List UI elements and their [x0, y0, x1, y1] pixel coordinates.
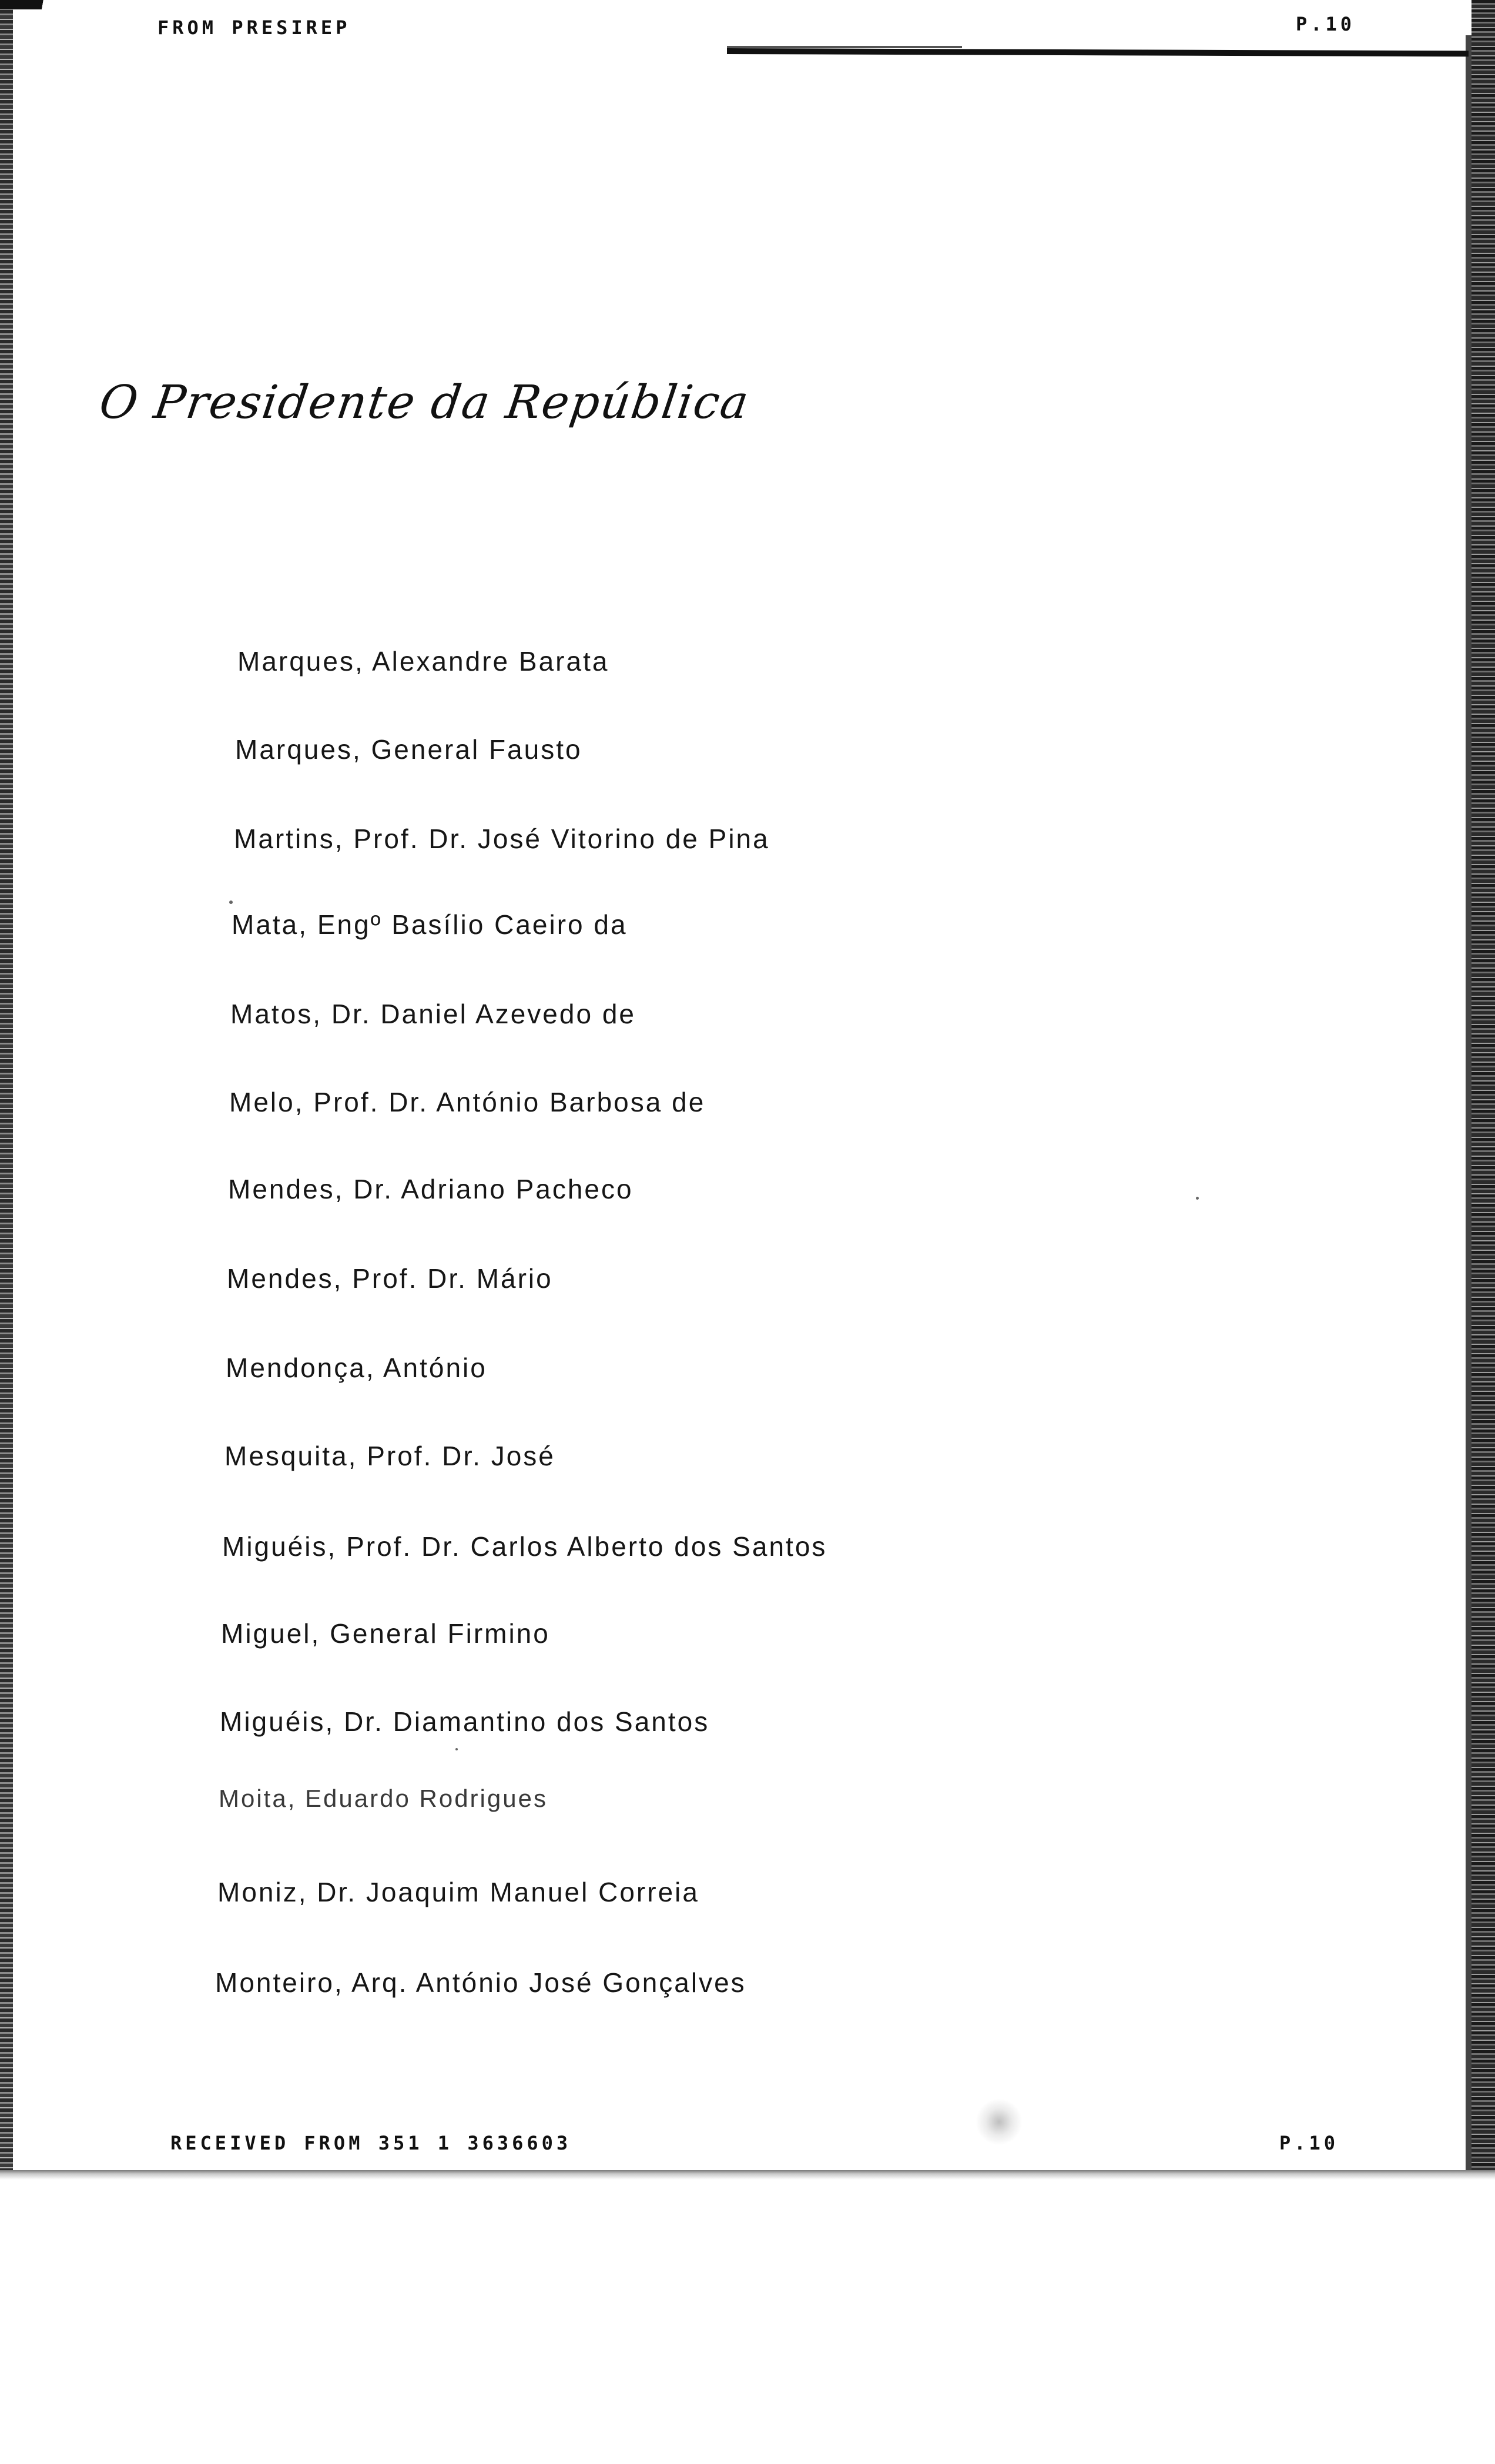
- fax-header-page: P.10: [1296, 13, 1356, 35]
- list-item: Miguéis, Prof. Dr. Carlos Alberto dos Santos: [222, 1531, 827, 1562]
- scan-speck: [1196, 1197, 1199, 1200]
- fax-footer-received: RECEIVED FROM 351 1 3636603: [170, 2132, 572, 2154]
- list-item: Moita, Eduardo Rodrigues: [219, 1785, 548, 1812]
- scan-speck: [455, 1748, 458, 1750]
- scan-edge-bottom: [0, 2170, 1495, 2180]
- scan-speck: [229, 900, 233, 904]
- fax-footer-page: P.10: [1279, 2132, 1339, 2154]
- list-item: Mesquita, Prof. Dr. José: [224, 1441, 555, 1471]
- list-item: Monteiro, Arq. António José Gonçalves: [215, 1967, 746, 1998]
- letterhead-title: O Presidente da República: [96, 376, 753, 429]
- list-item: Mendes, Dr. Adriano Pacheco: [228, 1174, 633, 1204]
- list-item: Miguel, General Firmino: [221, 1618, 550, 1649]
- list-item: Marques, Alexandre Barata: [237, 646, 609, 677]
- list-item: Miguéis, Dr. Diamantino dos Santos: [220, 1706, 710, 1737]
- list-item: Mendonça, António: [226, 1352, 487, 1383]
- scan-noise: [976, 2098, 1023, 2145]
- list-item: Marques, General Fausto: [235, 734, 582, 765]
- list-item: Mendes, Prof. Dr. Mário: [227, 1263, 553, 1294]
- list-item: Martins, Prof. Dr. José Vitorino de Pina: [234, 823, 770, 854]
- fax-header-from: FROM PRESIREP: [157, 16, 351, 39]
- list-item: Matos, Dr. Daniel Azevedo de: [230, 999, 636, 1029]
- list-item: Mata, Engº Basílio Caeiro da: [232, 909, 628, 940]
- list-item: Melo, Prof. Dr. António Barbosa de: [229, 1087, 706, 1117]
- list-item: Moniz, Dr. Joaquim Manuel Correia: [217, 1877, 699, 1907]
